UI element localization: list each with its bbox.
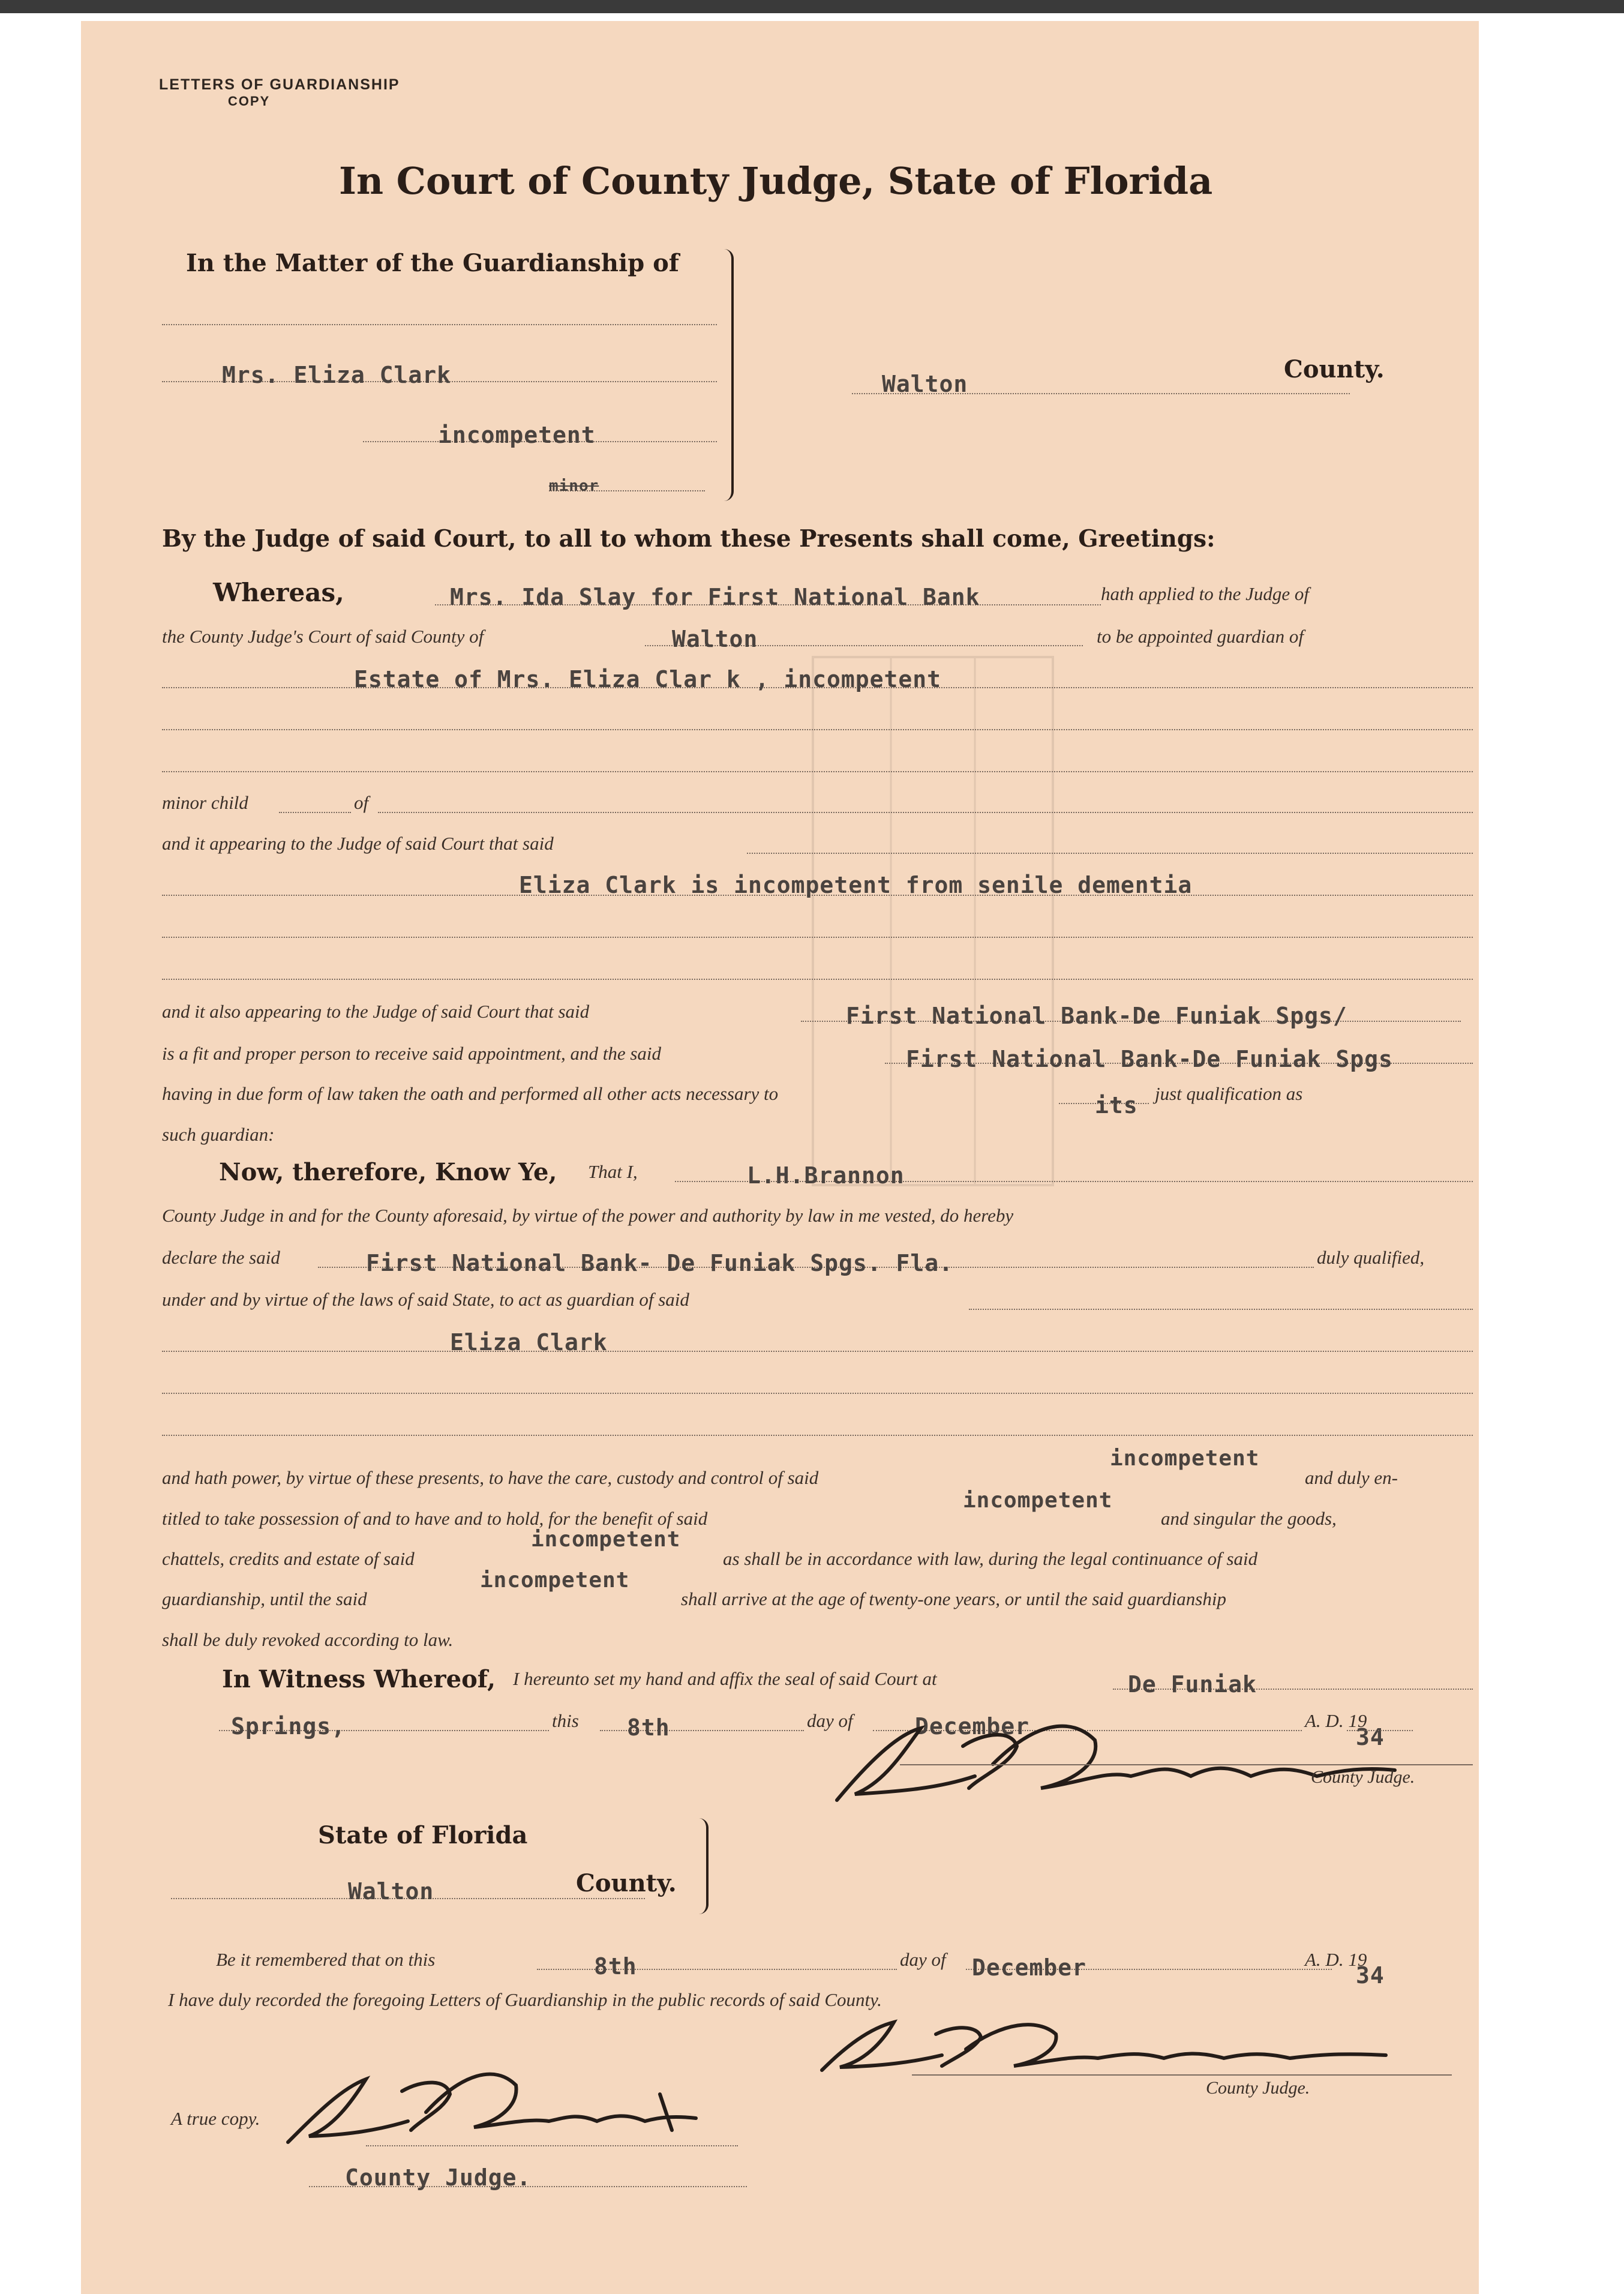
signature-line (912, 2074, 1452, 2076)
judge-signature-2 (810, 2013, 1410, 2079)
matter-heading: In the Matter of the Guardianship of (186, 249, 679, 277)
text-fit: is a fit and proper person to receive said appointment, and the said (162, 1043, 662, 1064)
applicant: Mrs. Ida Slay for First National Bank (450, 584, 980, 610)
power-line-4a: guardianship, until the said (162, 1588, 367, 1609)
text-just-qualification: just qualification as (1155, 1083, 1303, 1104)
text-ad: A. D. 19 (1305, 1710, 1367, 1731)
top-edge (0, 0, 1624, 13)
struck-word: minor (549, 477, 599, 495)
text-applied: hath applied to the Judge of (1101, 583, 1309, 604)
text-duly-qualified: duly qualified, (1317, 1247, 1425, 1268)
signature-line (900, 1764, 1473, 1765)
power-line-1b: and duly en- (1305, 1467, 1398, 1488)
judge-name: L.H.Brannon (747, 1162, 905, 1189)
blank-line (366, 2145, 738, 2146)
text-court: the County Judge's Court of said County of (162, 626, 484, 647)
finding: Eliza Clark is incompetent from senile dementia (519, 872, 1193, 898)
text-under-laws: under and by virtue of the laws of said State, to act as guardian of said (162, 1289, 689, 1310)
ward-name-2: Eliza Clark (450, 1329, 608, 1356)
matter-county-name: Walton (882, 371, 968, 397)
judge-signature-1 (819, 1710, 1407, 1812)
text-of: of (354, 792, 369, 813)
record-county-label: County. (576, 1869, 677, 1897)
whereas-lead: Whereas, (213, 578, 344, 607)
text-remembered: Be it remembered that on this (216, 1949, 436, 1970)
witness-year: 34 (1356, 1724, 1385, 1750)
insert-incompetent-3: incompetent (531, 1527, 681, 1552)
true-copy-signature (276, 2058, 708, 2154)
text-oath: having in due form of law taken the oath and performed all other acts necessary to (162, 1083, 779, 1104)
record-day: 8th (594, 1953, 637, 1980)
greeting: By the Judge of said Court, to all to whom these Presents shall come, Greetings: (162, 525, 1215, 553)
insert-incompetent-2: incompetent (963, 1488, 1113, 1513)
blank-line (162, 324, 717, 325)
text-recorded: I have duly recorded the foregoing Letters of Guardianship in the public records of said County. (168, 1989, 882, 2010)
text-minor-child: minor child (162, 792, 248, 813)
witness-day: 8th (627, 1714, 670, 1741)
applicant-county: Walton (672, 626, 758, 652)
estate: Estate of Mrs. Eliza Clar k , incompetent (354, 666, 941, 692)
text-record-day-of: day of (900, 1949, 946, 1970)
record-year: 34 (1356, 1962, 1385, 1989)
text-appointed: to be appointed guardian of (1097, 626, 1304, 647)
text-day-of: day of (807, 1710, 853, 1731)
matter-brace (724, 249, 734, 501)
power-line-3a: chattels, credits and estate of said (162, 1548, 415, 1569)
witness-text: I hereunto set my hand and affix the seal of said Court at (513, 1668, 937, 1689)
witness-lead: In Witness Whereof, (222, 1665, 496, 1693)
blank-line (162, 1393, 1473, 1394)
true-copy-label: A true copy. (171, 2108, 260, 2129)
ward-status: incompetent (438, 422, 596, 448)
text-appearing: and it appearing to the Judge of said Court that said (162, 833, 554, 854)
power-line-3b: as shall be in accordance with law, during the legal continuance of said (723, 1548, 1258, 1569)
witness-place-2: Springs, (231, 1713, 346, 1740)
true-copy-typed: County Judge. (345, 2164, 532, 2191)
witness-month: December (915, 1713, 1030, 1740)
declared-guardian: First National Bank- De Funiak Spgs. Fla. (366, 1250, 953, 1276)
form-label (159, 76, 400, 109)
text-that-i: That I, (588, 1161, 638, 1182)
witness-place-1: De Funiak (1128, 1671, 1257, 1698)
record-county-name: Walton (348, 1878, 434, 1905)
power-line-2b: and singular the goods, (1161, 1508, 1337, 1529)
judge-title-1: County Judge. (1311, 1767, 1415, 1787)
text-also-appearing: and it also appearing to the Judge of said Court that said (162, 1001, 590, 1022)
blank-line (537, 1969, 897, 1970)
blank-line (162, 979, 1473, 980)
record-brace (699, 1818, 709, 1914)
power-line-2a: titled to take possession of and to have and to hold, for the benefit of said (162, 1508, 708, 1529)
blank-line (747, 853, 1473, 854)
insert-incompetent-4: incompetent (480, 1568, 630, 1593)
its: its (1095, 1092, 1138, 1118)
power-line-1a: and hath power, by virtue of these presents, to have the care, custody and control of said (162, 1467, 819, 1488)
blank-line (162, 937, 1473, 938)
now-lead: Now, therefore, Know Ye, (219, 1158, 557, 1186)
power-line-4b: shall arrive at the age of twenty-one years, or until the said guardianship (681, 1588, 1226, 1609)
power-line-5: shall be duly revoked according to law. (162, 1629, 454, 1650)
blank-line (162, 1435, 1473, 1436)
blank-line (162, 1351, 1473, 1352)
page-title: In Court of County Judge, State of Florida (339, 159, 1213, 203)
text-declare: declare the said (162, 1247, 280, 1268)
guardian-first: First National Bank-De Funiak Spgs/ (846, 1003, 1347, 1029)
record-month: December (972, 1954, 1087, 1981)
blank-line (162, 729, 1473, 730)
text-this: this (552, 1710, 579, 1731)
matter-county-label: County. (1284, 355, 1385, 383)
document-page (81, 21, 1479, 2294)
judge-title-2: County Judge. (1206, 2078, 1310, 2098)
form-label-line2: COPY (227, 94, 271, 109)
blank-line (378, 812, 1473, 813)
blank-line (162, 771, 1473, 772)
blank-line (279, 812, 351, 813)
bleed-through-stamp (807, 651, 1059, 1191)
text-such-guardian: such guardian: (162, 1124, 275, 1145)
insert-incompetent-1: incompetent (1110, 1446, 1260, 1471)
record-state: State of Florida (318, 1821, 528, 1849)
ward-name: Mrs. Eliza Clark (222, 362, 452, 388)
guardian-second: First National Bank-De Funiak Spgs (906, 1046, 1393, 1072)
text-record-ad: A. D. 19 (1305, 1949, 1367, 1970)
form-label-line1: LETTERS OF GUARDIANSHIP (159, 76, 400, 93)
text-county-judge: County Judge in and for the County aforesaid, by virtue of the power and authority by law in me vested, do hereby (162, 1205, 1014, 1226)
blank-line (969, 1309, 1473, 1310)
